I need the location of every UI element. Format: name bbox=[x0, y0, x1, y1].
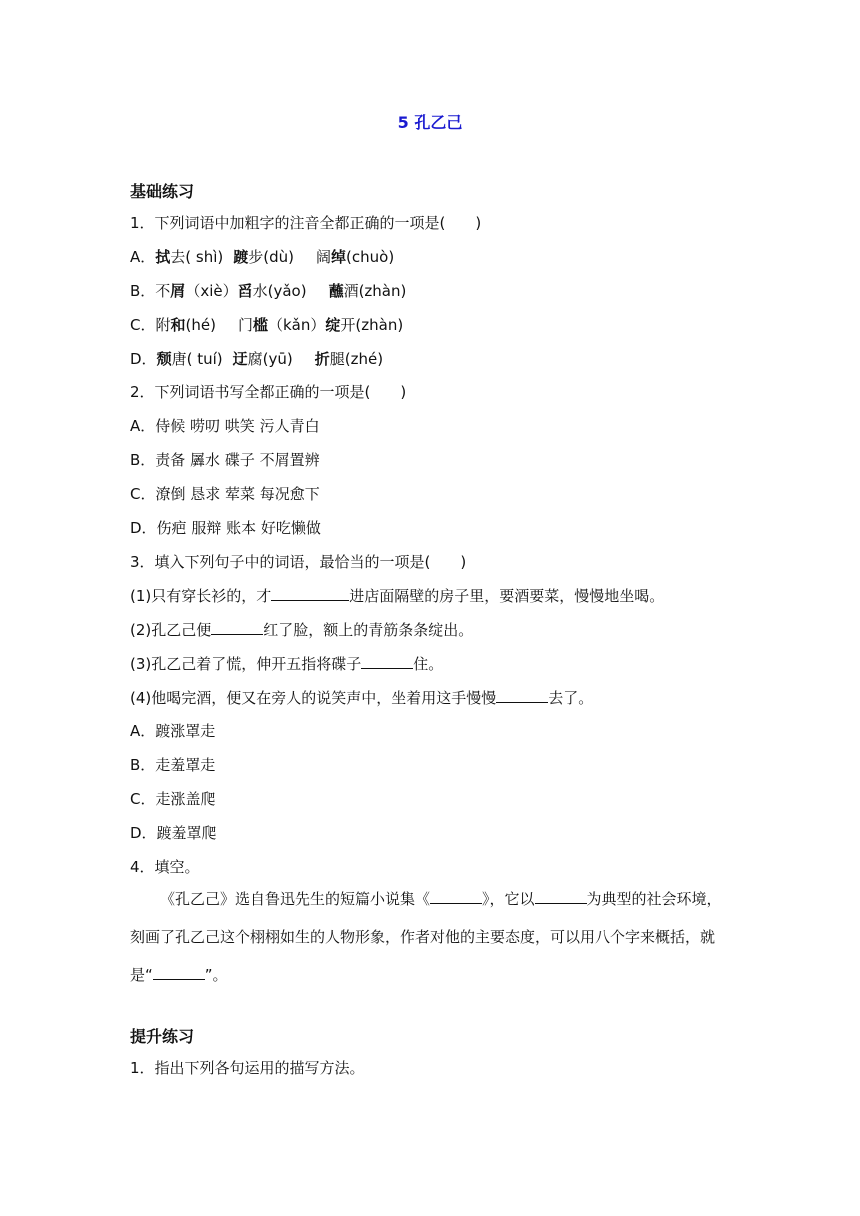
q1-option-a bbox=[130, 246, 394, 268]
q3-sentence-1 bbox=[130, 585, 664, 607]
section-heading-basic: 基础练习 bbox=[130, 182, 195, 201]
bold-char: 蘸 bbox=[328, 282, 344, 300]
sentence-text: 住。 bbox=[413, 655, 444, 673]
q3-option-b: B．走羞罩走 bbox=[130, 756, 216, 774]
q1-option-b bbox=[130, 280, 406, 302]
word-rest: （xiè） bbox=[185, 282, 238, 300]
bold-char: 迂 bbox=[232, 350, 248, 368]
word-rest: 去( shì) bbox=[170, 248, 224, 266]
section-heading-advanced: 提升练习 bbox=[130, 1027, 195, 1046]
option-prefix: B．不 bbox=[130, 282, 171, 300]
q3-option-d: D．踱羞罩爬 bbox=[130, 824, 217, 842]
answer-blank bbox=[535, 889, 587, 904]
bold-char: 踱 bbox=[233, 248, 249, 266]
q1-stem: 1．下列词语中加粗字的注音全都正确的一项是( ) bbox=[130, 214, 482, 232]
sentence-text: (1)只有穿长衫的，才 bbox=[130, 587, 272, 605]
q3-stem: 3．填入下列句子中的词语，最恰当的一项是( ) bbox=[130, 553, 467, 571]
word-rest: 唐( tuí) bbox=[171, 350, 223, 368]
answer-blank bbox=[271, 586, 349, 601]
q4-stem: 4．填空。 bbox=[130, 858, 200, 876]
q1-option-c bbox=[130, 314, 403, 336]
option-prefix: A． bbox=[130, 248, 156, 266]
paragraph-text: 》，它以 bbox=[482, 890, 535, 908]
bold-char: 折 bbox=[314, 350, 330, 368]
bold-char: 和 bbox=[170, 316, 186, 334]
bold-char: 屑 bbox=[170, 282, 186, 300]
bold-char: 拭 bbox=[155, 248, 171, 266]
bold-char: 槛 bbox=[252, 316, 268, 334]
answer-blank bbox=[430, 889, 482, 904]
q3-sentence-2 bbox=[130, 619, 473, 641]
answer-blank bbox=[496, 688, 548, 703]
bold-char: 绽 bbox=[325, 316, 341, 334]
option-prefix: C．附 bbox=[130, 316, 171, 334]
q4-paragraph bbox=[130, 880, 732, 994]
q2-option-d: D．伤疤 服辩 账本 好吃懒做 bbox=[130, 519, 321, 537]
advanced-q1-stem: 1．指出下列各句运用的描写方法。 bbox=[130, 1059, 365, 1077]
sentence-text: (3)孔乙己着了慌，伸开五指将碟子 bbox=[130, 655, 362, 673]
q2-stem: 2．下列词语书写全都正确的一项是( ) bbox=[130, 383, 407, 401]
sentence-text: 去了。 bbox=[548, 689, 594, 707]
paragraph-text: 《孔乙己》选自鲁迅先生的短篇小说集《 bbox=[160, 890, 431, 908]
q3-sentence-4 bbox=[130, 687, 593, 709]
option-prefix: D． bbox=[130, 350, 157, 368]
word-rest: 腐(yū) bbox=[247, 350, 293, 368]
bold-char: 绰 bbox=[331, 248, 347, 266]
q3-option-c: C．走涨盖爬 bbox=[130, 790, 216, 808]
word-lead: 阔 bbox=[316, 248, 332, 266]
q2-option-c: C．潦倒 恳求 荤菜 每况愈下 bbox=[130, 485, 320, 503]
word-rest: (hé) bbox=[185, 316, 216, 334]
q2-option-a: A．侍候 唠叨 哄笑 污人青白 bbox=[130, 417, 320, 435]
q2-option-b: B．责备 羼水 碟子 不屑置辨 bbox=[130, 451, 320, 469]
answer-blank bbox=[153, 965, 205, 980]
word-lead: 门 bbox=[237, 316, 253, 334]
answer-blank bbox=[361, 654, 413, 669]
word-rest: (chuò) bbox=[346, 248, 395, 266]
word-rest: 开(zhàn) bbox=[340, 316, 404, 334]
bold-char: 颓 bbox=[156, 350, 172, 368]
sentence-text: (4)他喝完酒，便又在旁人的说笑声中，坐着用这手慢慢 bbox=[130, 689, 497, 707]
word-rest: 步(dù) bbox=[248, 248, 294, 266]
answer-blank bbox=[211, 620, 263, 635]
word-rest: 酒(zhàn) bbox=[343, 282, 407, 300]
sentence-text: 红了脸，额上的青筋条条绽出。 bbox=[263, 621, 474, 639]
paragraph-text: 为典型的社会环境，刻画了孔乙己这个栩栩如生的人物形象，作者对他的主要态度，可以用八个字来概括，就是“ bbox=[130, 890, 722, 984]
paragraph-text: ”。 bbox=[204, 966, 228, 984]
word-rest: 腿(zhé) bbox=[329, 350, 384, 368]
word-rest: （kǎn） bbox=[267, 316, 326, 334]
page-title: 5 孔乙己 bbox=[397, 113, 463, 132]
q3-option-a: A．踱涨罩走 bbox=[130, 722, 216, 740]
word-rest: 水(yǎo) bbox=[252, 282, 307, 300]
sentence-text: 进店面隔壁的房子里，要酒要菜，慢慢地坐喝。 bbox=[349, 587, 665, 605]
q1-option-d bbox=[130, 348, 383, 370]
bold-char: 舀 bbox=[237, 282, 253, 300]
q3-sentence-3 bbox=[130, 653, 443, 675]
sentence-text: (2)孔乙己便 bbox=[130, 621, 212, 639]
